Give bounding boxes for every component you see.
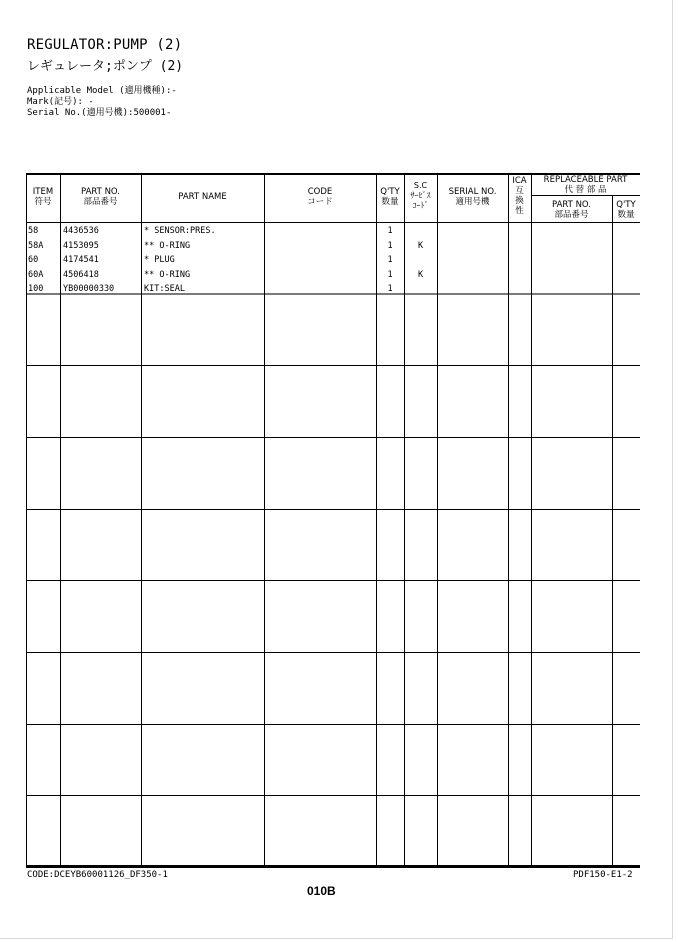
footer-doc-id: PDF150-E1-2 (573, 870, 633, 880)
applicable-model: Applicable Model (適用機種):- (27, 86, 177, 96)
col-header-replaceable-part: REPLACEABLE PART 代 替 部 品 (543, 175, 628, 195)
cell-part-no: 4174541 (63, 255, 99, 265)
col-rule (141, 173, 142, 868)
row-rule (26, 365, 640, 366)
cell-item: 58A (28, 240, 44, 251)
cell-qty: 1 (387, 269, 393, 280)
cell-service-code: K (417, 240, 424, 251)
col-header-part-no: PART NO. 部品番号 (81, 187, 120, 207)
row-rule (26, 509, 640, 510)
replaceable-sub-rule (531, 195, 640, 196)
col-header-serial-no: SERIAL NO. 適用号機 (448, 187, 497, 207)
cell-part-no: YB00000330 (63, 284, 115, 294)
serial-range: Serial No.(適用号機):500001- (27, 108, 172, 118)
cell-part-name: * SENSOR:PRES. (144, 226, 216, 236)
cell-part-name: ** O-RING (144, 240, 191, 251)
cell-qty: 1 (387, 226, 393, 236)
col-rule (264, 173, 265, 868)
header-bottom-rule (26, 222, 640, 223)
cell-part-name: * PLUG (144, 255, 175, 265)
cell-service-code: K (417, 269, 424, 280)
cell-item: 100 (28, 284, 44, 294)
row-rule (26, 652, 640, 653)
col-rule (508, 173, 509, 868)
row-rule (26, 724, 640, 725)
row-rule (26, 580, 640, 581)
col-header-replaceable-part-no: PART NO. 部品番号 (552, 200, 591, 220)
cell-part-name: KIT:SEAL (144, 284, 185, 294)
col-rule (612, 195, 613, 868)
col-header-code: CODE コード (307, 187, 333, 207)
cell-item: 58 (28, 226, 39, 236)
col-rule (531, 173, 532, 868)
col-header-interchangeability: ICA 互 換 性 (512, 176, 527, 216)
mark: Mark(記号): - (27, 97, 94, 107)
col-header-service-code: S.C ｻｰﾋﾞｽ ｺｰﾄﾞ (410, 181, 431, 210)
col-header-replaceable-qty: Q'TY 数量 (616, 200, 636, 220)
cell-qty: 1 (387, 284, 393, 294)
cell-part-no: 4153095 (63, 240, 99, 251)
cell-part-no: 4506418 (63, 269, 99, 280)
cell-item: 60 (28, 255, 39, 265)
col-header-part-name: PART NAME (178, 192, 227, 202)
cell-part-no: 4436536 (63, 226, 99, 236)
cell-item: 60A (28, 269, 44, 280)
col-rule (437, 173, 438, 868)
row-rule (26, 437, 640, 438)
col-header-qty: Q'TY 数量 (380, 187, 400, 207)
title-japanese: レギュレータ;ポンプ (2) (27, 59, 184, 74)
page-number: 010B (307, 884, 336, 898)
cell-qty: 1 (387, 240, 393, 251)
col-rule (26, 173, 27, 868)
col-header-item: ITEM 符号 (32, 187, 54, 207)
parts-table (26, 173, 640, 868)
table-bottom-rule (26, 865, 640, 868)
footer-code: CODE:DCEYB60001126_DF350-1 (27, 870, 168, 880)
row-rule (26, 795, 640, 796)
col-rule (60, 173, 61, 868)
title-english: REGULATOR:PUMP (2) (27, 37, 183, 53)
cell-qty: 1 (387, 255, 393, 265)
cell-part-name: ** O-RING (144, 269, 191, 280)
